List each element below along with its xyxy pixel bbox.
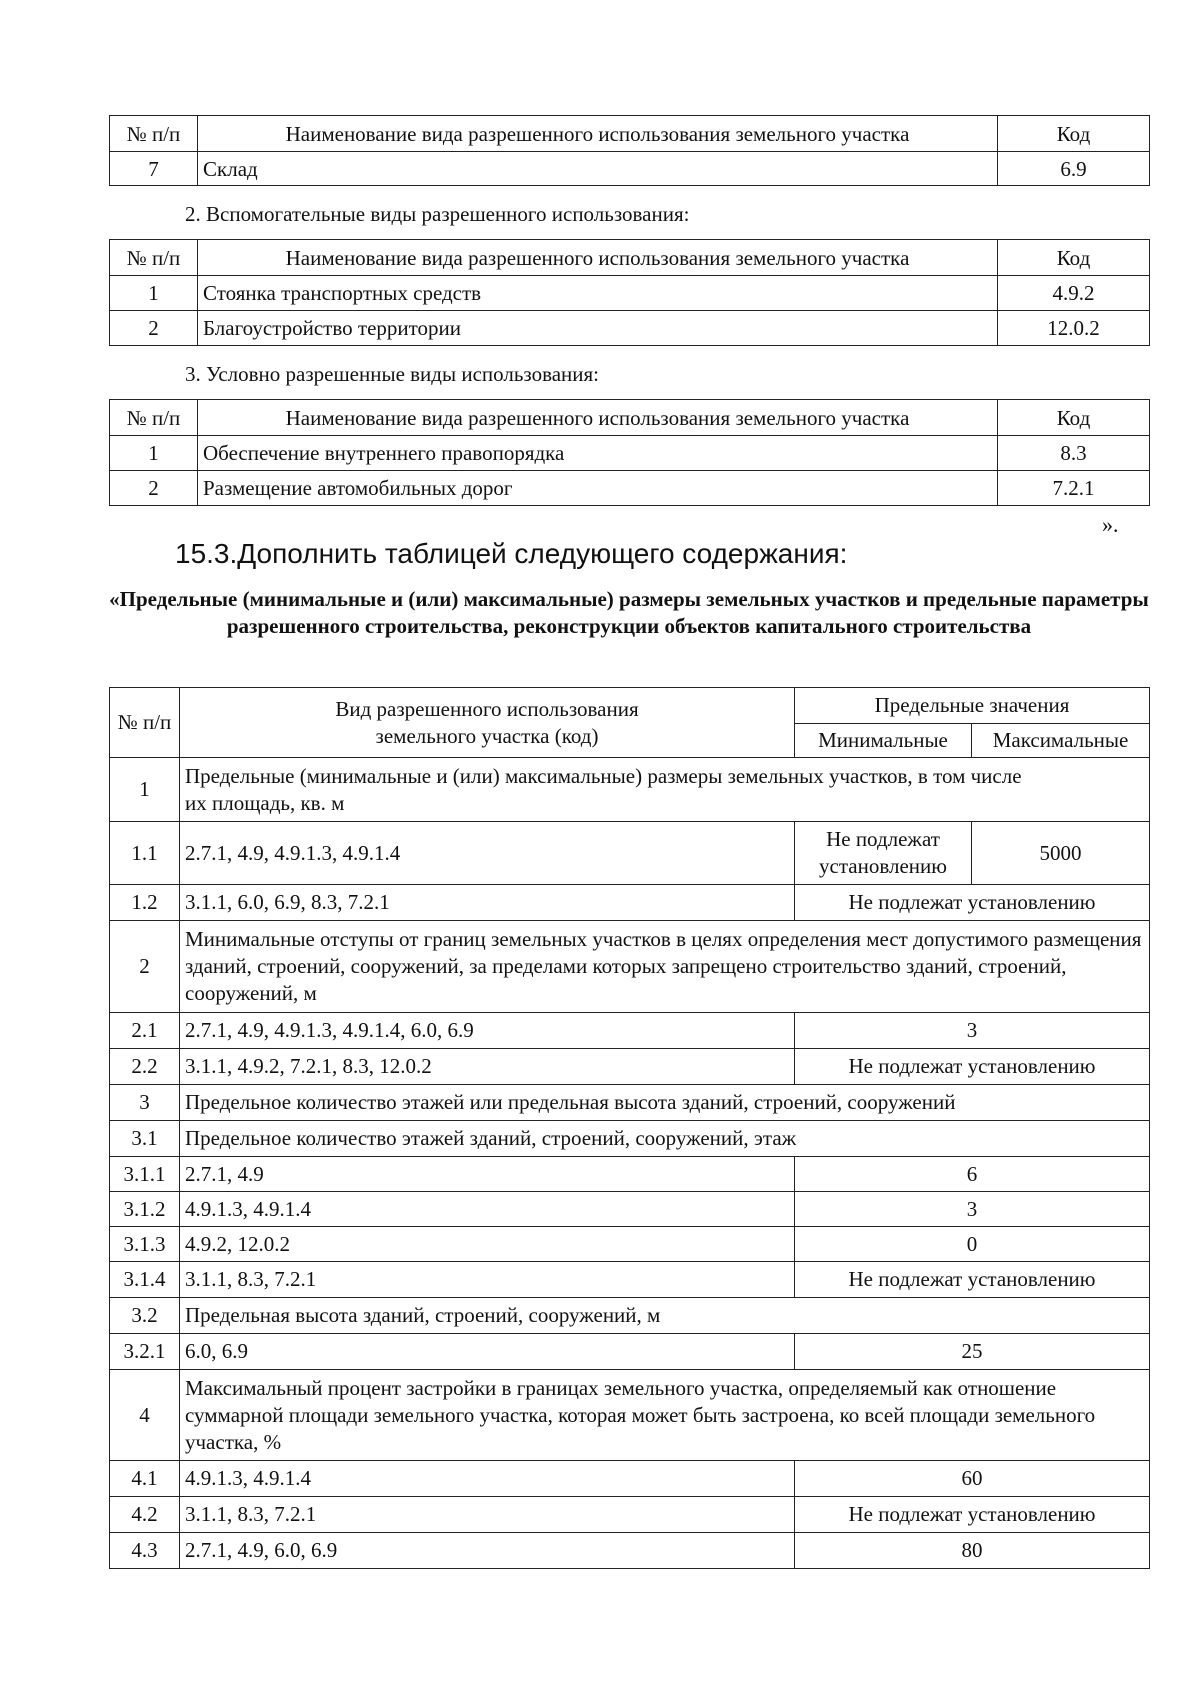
table-row <box>110 1262 1150 1298</box>
table-row <box>110 1334 1150 1370</box>
row-num: 3.1 <box>110 1121 180 1157</box>
section2-caption: 2. Вспомогательные виды разрешенного использования: <box>185 202 690 226</box>
row-num: 1.2 <box>110 885 180 921</box>
table-row <box>110 471 1150 506</box>
col-header-code: Код <box>998 400 1150 436</box>
table-row <box>110 436 1150 471</box>
row-codes: 4.9.2, 12.0.2 <box>180 1227 795 1262</box>
col-header-num: № п/п <box>110 116 198 152</box>
row-codes: 2.7.1, 4.9, 4.9.1.3, 4.9.1.4 <box>180 822 795 885</box>
col-header-name: Наименование вида разрешенного использования земельного участка <box>198 116 998 152</box>
row-text: Предельное количество этажей зданий, строений, сооружений, этаж <box>180 1121 1150 1157</box>
row-num: 4.3 <box>110 1533 180 1569</box>
row-value: Не подлежат установлению <box>795 1049 1150 1085</box>
row-value: 25 <box>795 1334 1150 1370</box>
h-max: Максимальные <box>972 724 1150 758</box>
row-codes: 2.7.1, 4.9, 6.0, 6.9 <box>180 1533 795 1569</box>
row-name: Склад <box>198 152 998 186</box>
row-num: 2.2 <box>110 1049 180 1085</box>
table-row <box>110 311 1150 346</box>
row-num: 3.1.2 <box>110 1192 180 1227</box>
row-code: 6.9 <box>998 152 1150 186</box>
row-text: Максимальный процент застройки в границах земельного участка, определяемый как отношение суммарной площади земельного участка, которая может быть застроена, ко всей площади земельного участка, % <box>180 1370 1150 1461</box>
row-value: 60 <box>795 1461 1150 1497</box>
row-value: 3 <box>795 1013 1150 1049</box>
h-min: Минимальные <box>795 724 972 758</box>
table-row <box>110 758 1150 822</box>
item-15-3-heading: 15.3.Дополнить таблицей следующего содержания: <box>175 538 848 569</box>
row-code: 8.3 <box>998 436 1150 471</box>
closing-quote: ». <box>1102 512 1119 537</box>
row-num: 4.2 <box>110 1497 180 1533</box>
row-num: 4.1 <box>110 1461 180 1497</box>
row-value: 80 <box>795 1533 1150 1569</box>
col-header-code: Код <box>998 116 1150 152</box>
row-code: 7.2.1 <box>998 471 1150 506</box>
row-text: Предельная высота зданий, строений, сооружений, м <box>180 1298 1150 1334</box>
table-row <box>110 1192 1150 1227</box>
row-num: 1 <box>110 436 198 471</box>
auxiliary-uses-table <box>109 239 1150 346</box>
row-codes: 3.1.1, 8.3, 7.2.1 <box>180 1497 795 1533</box>
table-row <box>110 1013 1150 1049</box>
row-codes: 3.1.1, 6.0, 6.9, 8.3, 7.2.1 <box>180 885 795 921</box>
row-name: Стоянка транспортных средств <box>198 276 998 311</box>
row-codes: 3.1.1, 4.9.2, 7.2.1, 8.3, 12.0.2 <box>180 1049 795 1085</box>
row-min: Не подлежат установлению <box>795 822 972 885</box>
row-codes: 2.7.1, 4.9, 4.9.1.3, 4.9.1.4, 6.0, 6.9 <box>180 1013 795 1049</box>
row-num: 1 <box>110 758 180 822</box>
row-value: 0 <box>795 1227 1150 1262</box>
table-row <box>110 152 1150 186</box>
row-value: Не подлежат установлению <box>795 885 1150 921</box>
row-text: Предельное количество этажей или предельная высота зданий, строений, сооружений <box>180 1085 1150 1121</box>
h-values: Предельные значения <box>795 688 1150 724</box>
row-name: Благоустройство территории <box>198 311 998 346</box>
row-num: 2.1 <box>110 1013 180 1049</box>
row-num: 3.2 <box>110 1298 180 1334</box>
row-codes: 3.1.1, 8.3, 7.2.1 <box>180 1262 795 1298</box>
table-row <box>110 1227 1150 1262</box>
table-row <box>110 1049 1150 1085</box>
row-num: 4 <box>110 1370 180 1461</box>
h-num: № п/п <box>110 688 180 758</box>
h-use: Вид разрешенного использования земельного участка (код) <box>180 688 795 758</box>
row-num: 3.1.3 <box>110 1227 180 1262</box>
table-row <box>110 1085 1150 1121</box>
col-header-code: Код <box>998 240 1150 276</box>
row-value: Не подлежат установлению <box>795 1497 1150 1533</box>
table-row <box>110 1298 1150 1334</box>
table-row <box>110 1497 1150 1533</box>
row-max: 5000 <box>972 822 1150 885</box>
row-num: 3 <box>110 1085 180 1121</box>
table-row <box>110 1157 1150 1192</box>
col-header-num: № п/п <box>110 400 198 436</box>
row-num: 1 <box>110 276 198 311</box>
row-value: 6 <box>795 1157 1150 1192</box>
table-row <box>110 1533 1150 1569</box>
row-codes: 6.0, 6.9 <box>180 1334 795 1370</box>
row-num: 2 <box>110 471 198 506</box>
table-row <box>110 822 1150 885</box>
row-num: 3.1.4 <box>110 1262 180 1298</box>
row-name: Обеспечение внутреннего правопорядка <box>198 436 998 471</box>
limits-table <box>109 687 1150 1569</box>
row-codes: 4.9.1.3, 4.9.1.4 <box>180 1461 795 1497</box>
table-row <box>110 921 1150 1013</box>
row-code: 12.0.2 <box>998 311 1150 346</box>
row-text: Минимальные отступы от границ земельных участков в целях определения мест допустимого размещения зданий, строений, сооружений, за пределами которых запрещено строительство зданий, строений, сооружений, м <box>180 921 1150 1013</box>
table-row <box>110 1461 1150 1497</box>
row-codes: 4.9.1.3, 4.9.1.4 <box>180 1192 795 1227</box>
table-row <box>110 276 1150 311</box>
row-num: 1.1 <box>110 822 180 885</box>
col-header-num: № п/п <box>110 240 198 276</box>
row-codes: 2.7.1, 4.9 <box>180 1157 795 1192</box>
section3-caption: 3. Условно разрешенные виды использования: <box>185 362 600 386</box>
table-row <box>110 1370 1150 1461</box>
row-code: 4.9.2 <box>998 276 1150 311</box>
table-row <box>110 885 1150 921</box>
limits-table-title: «Предельные (минимальные и (или) максимальные) размеры земельных участков и предельные параметры разрешенного строительства, реконструкции объектов капитального строительства <box>109 587 1149 638</box>
row-num: 3.2.1 <box>110 1334 180 1370</box>
row-num: 2 <box>110 311 198 346</box>
row-num: 7 <box>110 152 198 186</box>
table-row <box>110 1121 1150 1157</box>
conditional-uses-table <box>109 399 1150 506</box>
row-num: 3.1.1 <box>110 1157 180 1192</box>
row-value: Не подлежат установлению <box>795 1262 1150 1298</box>
row-value: 3 <box>795 1192 1150 1227</box>
main-uses-table <box>109 115 1150 186</box>
col-header-name: Наименование вида разрешенного использования земельного участка <box>198 240 998 276</box>
row-name: Размещение автомобильных дорог <box>198 471 998 506</box>
row-text: Предельные (минимальные и (или) максимальные) размеры земельных участков, в том числе их площадь, кв. м <box>180 758 1150 822</box>
row-num: 2 <box>110 921 180 1013</box>
col-header-name: Наименование вида разрешенного использования земельного участка <box>198 400 998 436</box>
